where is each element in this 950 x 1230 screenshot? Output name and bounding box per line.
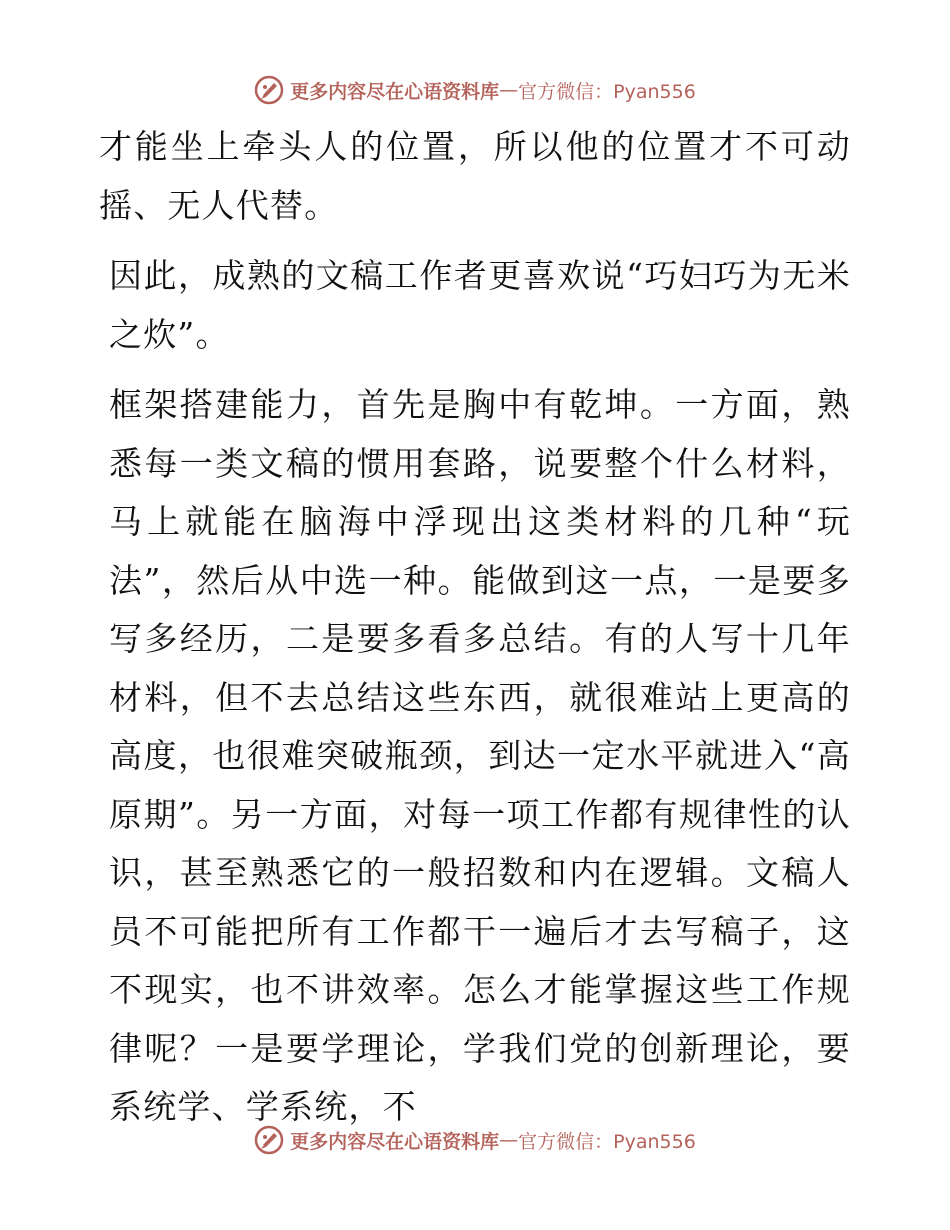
paragraph-3: 框架搭建能力，首先是胸中有乾坤。一方面，熟悉每一类文稿的惯用套路，说要整个什么材料，马上就能在脑海中浮现出这类材料的几种“玩法”，然后从中选一种。能做到这一点，一是要多写多经历，二是要多看多总结。有的人写十几年材料，但不去总结这些东西，就很难站上更高的高度，也很难突破瓶颈，到达一定水平就进入“高原期”。另一方面，对每一项工作都有规律性的认识，甚至熟悉它的一般招数和内在逻辑。文稿人员不可能把所有工作都干一遍后才去写稿子，这不现实，也不讲效率。怎么才能掌握这些工作规律呢？一是要学理论，学我们党的创新理论，要系统学、学系统，不 xyxy=(109,385,851,1126)
footer-dash: — xyxy=(499,1129,519,1151)
document-body xyxy=(99,118,851,1137)
brand-logo-icon xyxy=(254,75,284,105)
paragraph-1: 才能坐上牵头人的位置，所以他的位置才不可动摇、无人代替。 xyxy=(99,127,851,225)
header-dash: — xyxy=(499,79,519,101)
footer-watermark xyxy=(0,1120,950,1160)
footer-wechat-text: 官方微信：Pyan556 xyxy=(518,1130,696,1153)
header-wechat-text: 官方微信：Pyan556 xyxy=(518,80,696,103)
header-watermark xyxy=(0,70,950,110)
header-site-text: 更多内容尽在心语资料库 xyxy=(290,80,500,103)
brand-logo-icon xyxy=(254,1125,284,1155)
paragraph-2: 因此，成熟的文稿工作者更喜欢说“巧妇巧为无米之炊”。 xyxy=(109,256,851,354)
footer-site-text: 更多内容尽在心语资料库 xyxy=(290,1130,500,1153)
